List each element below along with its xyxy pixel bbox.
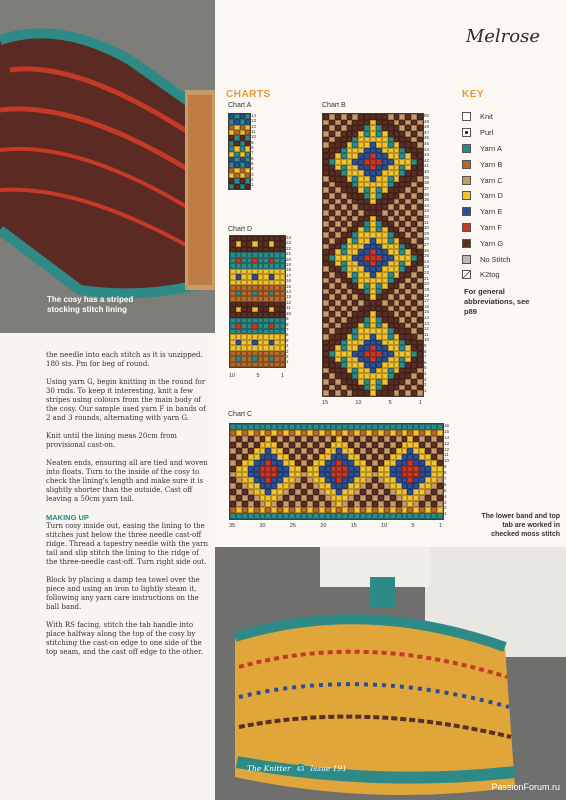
page-number: 43 — [296, 766, 305, 773]
key-swatch — [462, 255, 471, 264]
key-swatch — [462, 160, 471, 169]
chart-b-row-numbers — [424, 114, 429, 394]
row-number: 5 — [251, 161, 254, 167]
paragraph: Turn cosy inside out, easing the lining to the stitches just below the three needle cast-off ridge. Thread a tapestry needle with the yarn tail and slip stitch the lining to the ridge of the three-needle cast-off. Turn right side out. — [46, 522, 208, 566]
row-number: 44 — [424, 146, 430, 152]
row-number: 22 — [286, 245, 292, 251]
row-number: 48 — [424, 124, 430, 130]
row-number: 1 — [251, 182, 254, 188]
paragraph: With RS facing, stitch the tab handle into place halfway along the top of the cosy by stitching the cast-on edge to one side of the top seam, and the cast off edge to the other. — [46, 621, 203, 656]
col-number: 1 — [280, 373, 284, 379]
paragraph: Knit until the lining meas 20cm from provisional cast-on. — [46, 432, 177, 449]
key-item — [462, 125, 510, 141]
row-number: 5 — [444, 487, 447, 493]
key-label: Knit — [480, 112, 493, 122]
row-number: 15 — [286, 283, 292, 289]
paragraph: Neaten ends, ensuring all are tied and woven into floats. Turn to the inside of the cosy to check the lining's length and make sure it is slightly shorter than the outside. Cast off leaving a 50cm yarn tail. — [46, 459, 208, 503]
chart-cell — [245, 184, 250, 189]
row-number: 30 — [424, 225, 430, 231]
row-number: 11 — [444, 452, 449, 458]
key-swatch — [462, 270, 471, 279]
key-item — [462, 235, 510, 251]
paragraph: the needle into each stitch as it is unzipped. 180 sts. Pm for beg of round. — [46, 351, 203, 368]
row-number: 3 — [251, 171, 254, 177]
key-item — [462, 204, 510, 220]
row-number: 1 — [444, 511, 447, 517]
row-number: 11 — [286, 305, 291, 311]
row-number: 15 — [424, 309, 430, 315]
row-number: 24 — [286, 235, 292, 240]
row-number: 10 — [424, 337, 430, 343]
chart-a-row-numbers — [251, 114, 256, 188]
row-number: 36 — [424, 191, 430, 197]
row-number: 17 — [286, 272, 292, 278]
row-number: 6 — [251, 155, 254, 161]
row-number: 22 — [424, 270, 430, 276]
key-heading: KEY — [462, 89, 485, 100]
row-number: 37 — [424, 185, 430, 191]
row-number: 10 — [251, 134, 257, 140]
key-item — [462, 188, 510, 204]
abbreviations-note: For general abbreviations, see p89 — [464, 287, 530, 316]
key-item — [462, 220, 510, 236]
key-swatch — [462, 112, 471, 121]
row-number: 8 — [424, 348, 427, 354]
page-title: Melrose — [465, 26, 540, 47]
row-number: 6 — [424, 359, 427, 365]
row-number: 42 — [424, 157, 430, 163]
row-number: 26 — [424, 247, 430, 253]
chart-d-grid — [229, 235, 286, 368]
row-number: 19 — [424, 286, 430, 292]
lining-photo — [0, 0, 215, 333]
row-number: 13 — [286, 294, 292, 300]
row-number: 35 — [424, 197, 430, 203]
key-swatch — [462, 191, 471, 200]
row-number: 23 — [424, 264, 430, 270]
row-number: 28 — [424, 236, 430, 242]
instructions-text — [46, 351, 208, 666]
row-number: 3 — [424, 376, 427, 382]
key-swatch — [462, 128, 471, 137]
row-number: 49 — [424, 118, 430, 124]
chart-cell — [437, 513, 443, 519]
row-number: 29 — [424, 230, 430, 236]
key-label: Purl — [480, 128, 494, 138]
key-swatch — [462, 144, 471, 153]
col-number: 5 — [256, 373, 260, 379]
row-number: 16 — [286, 278, 292, 284]
col-number: 10 — [381, 523, 388, 529]
col-number: 1 — [418, 400, 422, 406]
chart-c-label: Chart C — [228, 411, 253, 418]
chart-a-grid — [228, 113, 251, 190]
row-number: 33 — [424, 208, 430, 214]
col-number: 30 — [259, 523, 266, 529]
row-number: 31 — [424, 219, 430, 225]
row-number: 18 — [286, 267, 292, 273]
row-number: 6 — [444, 481, 447, 487]
row-number: 13 — [444, 440, 450, 446]
key-label: Yarn A — [480, 143, 502, 153]
chart-a-label: Chart A — [228, 102, 252, 109]
row-number: 14 — [444, 434, 450, 440]
row-number: 43 — [424, 152, 430, 158]
row-number: 15 — [444, 428, 450, 434]
row-number: 13 — [424, 320, 430, 326]
key-item — [462, 141, 510, 157]
row-number: 41 — [424, 163, 430, 169]
row-number: 11 — [424, 331, 429, 337]
col-number: 5 — [411, 523, 415, 529]
row-number: 5 — [424, 365, 427, 371]
key-swatch — [462, 176, 471, 185]
finished-cosy-photo — [215, 547, 566, 800]
key-label: No Stitch — [480, 254, 511, 264]
chart-cell — [280, 362, 286, 367]
row-number: 16 — [424, 303, 430, 309]
paragraph: Block by placing a damp tea towel over the piece and using an iron to lightly steam it, following any yarn care instructions on the ball band. — [46, 576, 200, 611]
magazine-name: The Knitter — [247, 764, 291, 773]
key-item — [462, 172, 510, 188]
row-number: 32 — [424, 213, 430, 219]
row-number: 18 — [424, 292, 430, 298]
key-label: K2tog — [480, 270, 500, 280]
row-number: 2 — [251, 177, 254, 183]
key-item — [462, 251, 510, 267]
row-number: 12 — [424, 326, 430, 332]
row-number: 4 — [251, 166, 254, 172]
col-number: 5 — [388, 400, 392, 406]
col-number: 10 — [229, 373, 236, 379]
row-number: 7 — [424, 354, 427, 360]
row-number: 6 — [286, 332, 289, 338]
row-number: 2 — [286, 353, 289, 359]
row-number: 40 — [424, 169, 430, 175]
row-number: 27 — [424, 242, 430, 248]
row-number: 25 — [424, 253, 430, 259]
col-number: 20 — [320, 523, 327, 529]
row-number: 50 — [424, 113, 430, 118]
chart-d-label: Chart D — [228, 226, 253, 233]
col-number: 10 — [355, 400, 362, 406]
row-number: 16 — [444, 423, 450, 428]
col-number: 25 — [289, 523, 296, 529]
row-number: 19 — [286, 262, 292, 268]
watermark: PassionForum.ru — [491, 782, 560, 792]
row-number: 11 — [251, 129, 256, 135]
chart-b-col-numbers — [322, 400, 422, 408]
row-number: 2 — [424, 382, 427, 388]
chart-d-col-numbers — [229, 373, 284, 381]
key-swatch — [462, 239, 471, 248]
key-label: Yarn D — [480, 191, 503, 201]
chart-key — [462, 109, 510, 283]
charts-heading: CHARTS — [226, 89, 271, 100]
key-item — [462, 156, 510, 172]
row-number: 3 — [444, 499, 447, 505]
paragraph: Using yarn G, begin knitting in the round for 30 rnds. To keep it interesting, knit a few stripes using colours from the main body of the cosy. Our sample used yarn F in bands of 2 and 3 rounds, alternating with yarn G. — [46, 378, 206, 422]
row-number: 14 — [424, 314, 430, 320]
row-number: 20 — [424, 281, 430, 287]
caption-lining: The cosy has a striped stocking stitch lining — [47, 295, 134, 314]
row-number: 38 — [424, 180, 430, 186]
making-up-heading: MAKING UP — [46, 513, 89, 522]
row-number: 8 — [286, 321, 289, 327]
row-number: 4 — [424, 371, 427, 377]
row-number: 13 — [251, 118, 257, 124]
issue-number: Issue 191 — [310, 764, 347, 773]
chart-c-grid — [229, 423, 444, 520]
row-number: 7 — [251, 150, 254, 156]
key-label: Yarn F — [480, 222, 502, 232]
row-number: 47 — [424, 129, 430, 135]
row-number: 34 — [424, 202, 430, 208]
col-number: 35 — [229, 523, 236, 529]
col-number: 15 — [322, 400, 329, 406]
chart-c-row-numbers — [444, 424, 449, 517]
row-number: 20 — [286, 256, 292, 262]
row-number: 9 — [286, 316, 289, 322]
row-number: 23 — [286, 240, 292, 246]
row-number: 12 — [251, 123, 257, 129]
row-number: 21 — [424, 275, 430, 281]
key-label: Yarn G — [480, 238, 504, 248]
row-number: 8 — [251, 145, 254, 151]
row-number: 45 — [424, 141, 430, 147]
row-number: 7 — [444, 476, 447, 482]
chart-b-grid — [322, 113, 424, 397]
row-number: 39 — [424, 174, 430, 180]
chart-c-col-numbers — [229, 523, 442, 531]
key-item — [462, 267, 510, 283]
row-number: 12 — [286, 299, 292, 305]
chart-cell — [417, 390, 423, 396]
caption-band: The lower band and top tab are worked in checked moss stitch — [481, 513, 560, 538]
row-number: 17 — [424, 298, 430, 304]
key-swatch — [462, 207, 471, 216]
row-number: 14 — [286, 289, 292, 295]
row-number: 46 — [424, 135, 430, 141]
key-label: Yarn B — [480, 159, 503, 169]
row-number: 4 — [286, 343, 289, 349]
row-number: 8 — [444, 470, 447, 476]
row-number: 9 — [424, 342, 427, 348]
col-number: 1 — [438, 523, 442, 529]
key-label: Yarn C — [480, 175, 503, 185]
row-number: 21 — [286, 251, 292, 257]
row-number: 4 — [444, 493, 447, 499]
col-number: 15 — [350, 523, 357, 529]
row-number: 9 — [444, 464, 447, 470]
page-footer — [247, 764, 347, 775]
row-number: 1 — [424, 387, 427, 393]
row-number: 1 — [286, 359, 289, 365]
row-number: 10 — [286, 310, 292, 316]
row-number: 10 — [444, 458, 450, 464]
chart-d-row-numbers — [286, 236, 291, 365]
key-item — [462, 109, 510, 125]
chart-b-label: Chart B — [322, 102, 346, 109]
row-number: 3 — [286, 348, 289, 354]
key-label: Yarn E — [480, 207, 503, 217]
row-number: 2 — [444, 505, 447, 511]
row-number: 7 — [286, 326, 289, 332]
row-number: 12 — [444, 446, 450, 452]
key-swatch — [462, 223, 471, 232]
row-number: 9 — [251, 139, 254, 145]
row-number: 14 — [251, 113, 257, 118]
row-number: 24 — [424, 258, 430, 264]
row-number: 5 — [286, 337, 289, 343]
